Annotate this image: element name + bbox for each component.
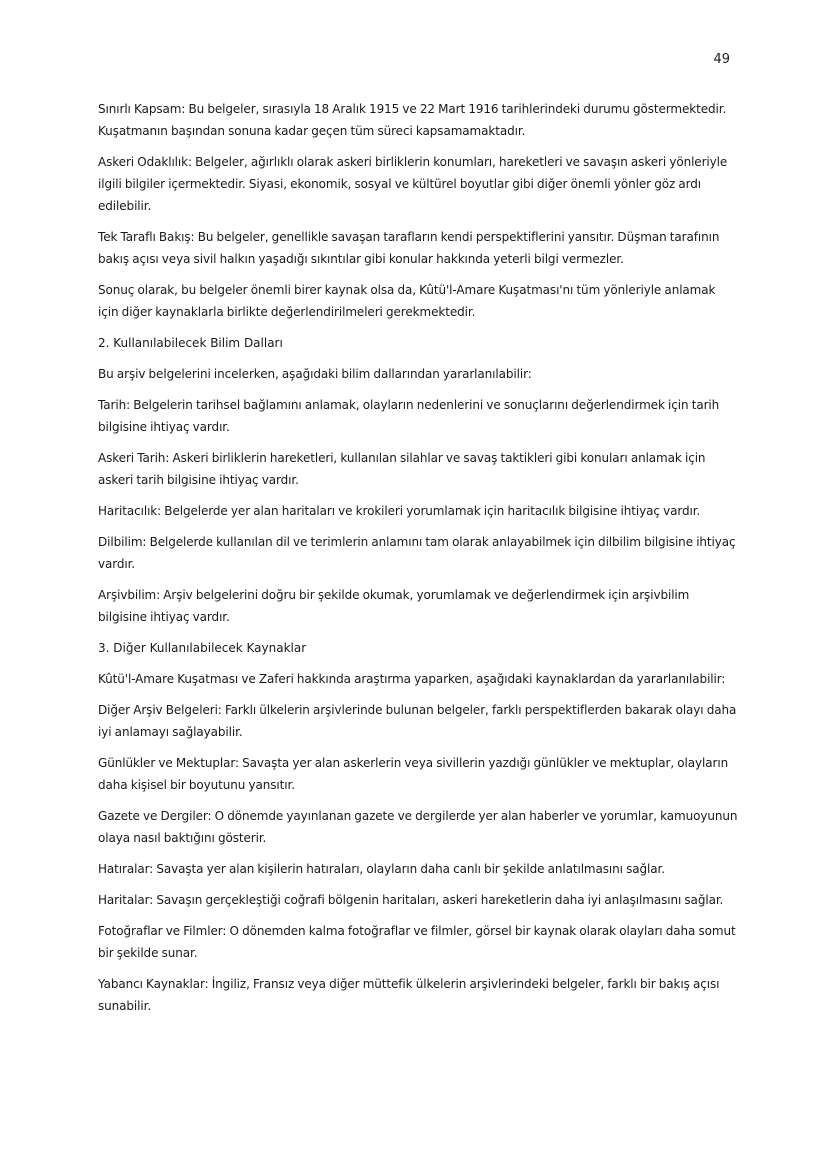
paragraph-other-archives: Diğer Arşiv Belgeleri: Farklı ülkelerin arşivlerinde bulunan belgeler, farklı perspektiflerden bakarak olayı daha iyi anlamayı sağlayabilir. [98,703,737,739]
paragraph-diaries-letters: Günlükler ve Mektuplar: Savaşta yer alan askerlerin veya sivillerin yazdığı günlükler ve mektuplar, olayların daha kişisel bir boyutunu yansıtır. [98,756,729,792]
paragraph-archival-science: Arşivbilim: Arşiv belgelerini doğru bir şekilde okumak, yorumlamak ve değerlendirmek için arşivbilim bilgisine ihtiyaç vardır. [98,588,690,624]
paragraph-maps: Haritalar: Savaşın gerçekleştiği coğrafi bölgenin haritaları, askeri hareketlerin daha iyi anlaşılmasını sağlar. [98,893,724,907]
paragraph-disciplines-intro: Bu arşiv belgelerini incelerken, aşağıdaki bilim dallarından yararlanılabilir: [98,367,532,381]
paragraph-sources-intro: Kûtü'l-Amare Kuşatması ve Zaferi hakkında araştırma yaparken, aşağıdaki kaynaklardan da yararlanılabilir: [98,672,726,686]
paragraph-conclusion: Sonuç olarak, bu belgeler önemli birer kaynak olsa da, Kûtü'l-Amare Kuşatması'nı tüm yönleriyle anlamak için diğer kaynaklarla birlikte değerlendirilmeleri gerekmektedir. [98,283,716,319]
paragraph-one-sided-view: Tek Taraflı Bakış: Bu belgeler, genellikle savaşan tarafların kendi perspektiflerini yansıtır. Düşman tarafının bakış açısı veya sivil halkın yaşadığı sıkıntılar gibi konular hakkında yeterli bilgi vermezler. [98,230,720,266]
paragraph-military-focus: Askeri Odaklılık: Belgeler, ağırlıklı olarak askeri birliklerin konumları, hareketleri ve savaşın askeri yönleriyle ilgili bilgiler içermektedir. Siyasi, ekonomik, sosyal ve kültürel boyutlar gibi diğer önemli yönler göz ardı edilebilir. [98,155,728,213]
paragraph-newspapers: Gazete ve Dergiler: O dönemde yayınlanan gazete ve dergilerde yer alan haberler ve yorumlar, kamuoyunun olaya nasıl baktığını gösterir. [98,809,738,845]
document-body [98,98,738,1026]
paragraph-memoirs: Hatıralar: Savaşta yer alan kişilerin hatıraları, olayların daha canlı bir şekilde anlatılmasını sağlar. [98,862,665,876]
page-number: 49 [713,52,730,67]
section-heading-disciplines: 2. Kullanılabilecek Bilim Dalları [98,336,283,350]
paragraph-photos-films: Fotoğraflar ve Filmler: O dönemden kalma fotoğraflar ve filmler, görsel bir kaynak olarak olayları daha somut bir şekilde sunar. [98,924,736,960]
paragraph-cartography: Haritacılık: Belgelerde yer alan haritaları ve krokileri yorumlamak için haritacılık bilgisine ihtiyaç vardır. [98,504,701,518]
paragraph-foreign-sources: Yabancı Kaynaklar: İngiliz, Fransız veya diğer müttefik ülkelerin arşivlerindeki belgeler, farklı bir bakış açısı sunabilir. [98,977,720,1013]
paragraph-linguistics: Dilbilim: Belgelerde kullanılan dil ve terimlerin anlamını tam olarak anlayabilmek için dilbilim bilgisine ihtiyaç vardır. [98,535,736,571]
paragraph-history: Tarih: Belgelerin tarihsel bağlamını anlamak, olayların nedenlerini ve sonuçlarını değerlendirmek için tarih bilgisine ihtiyaç vardır. [98,398,720,434]
paragraph-military-history: Askeri Tarih: Askeri birliklerin hareketleri, kullanılan silahlar ve savaş taktikleri gibi konuları anlamak için askeri tarih bilgisine ihtiyaç vardır. [98,451,706,487]
section-heading-other-sources: 3. Diğer Kullanılabilecek Kaynaklar [98,641,307,655]
paragraph-limited-scope: Sınırlı Kapsam: Bu belgeler, sırasıyla 18 Aralık 1915 ve 22 Mart 1916 tarihlerindeki durumu göstermektedir. Kuşatmanın başından sonuna kadar geçen tüm süreci kapsamamaktadır. [98,102,727,138]
